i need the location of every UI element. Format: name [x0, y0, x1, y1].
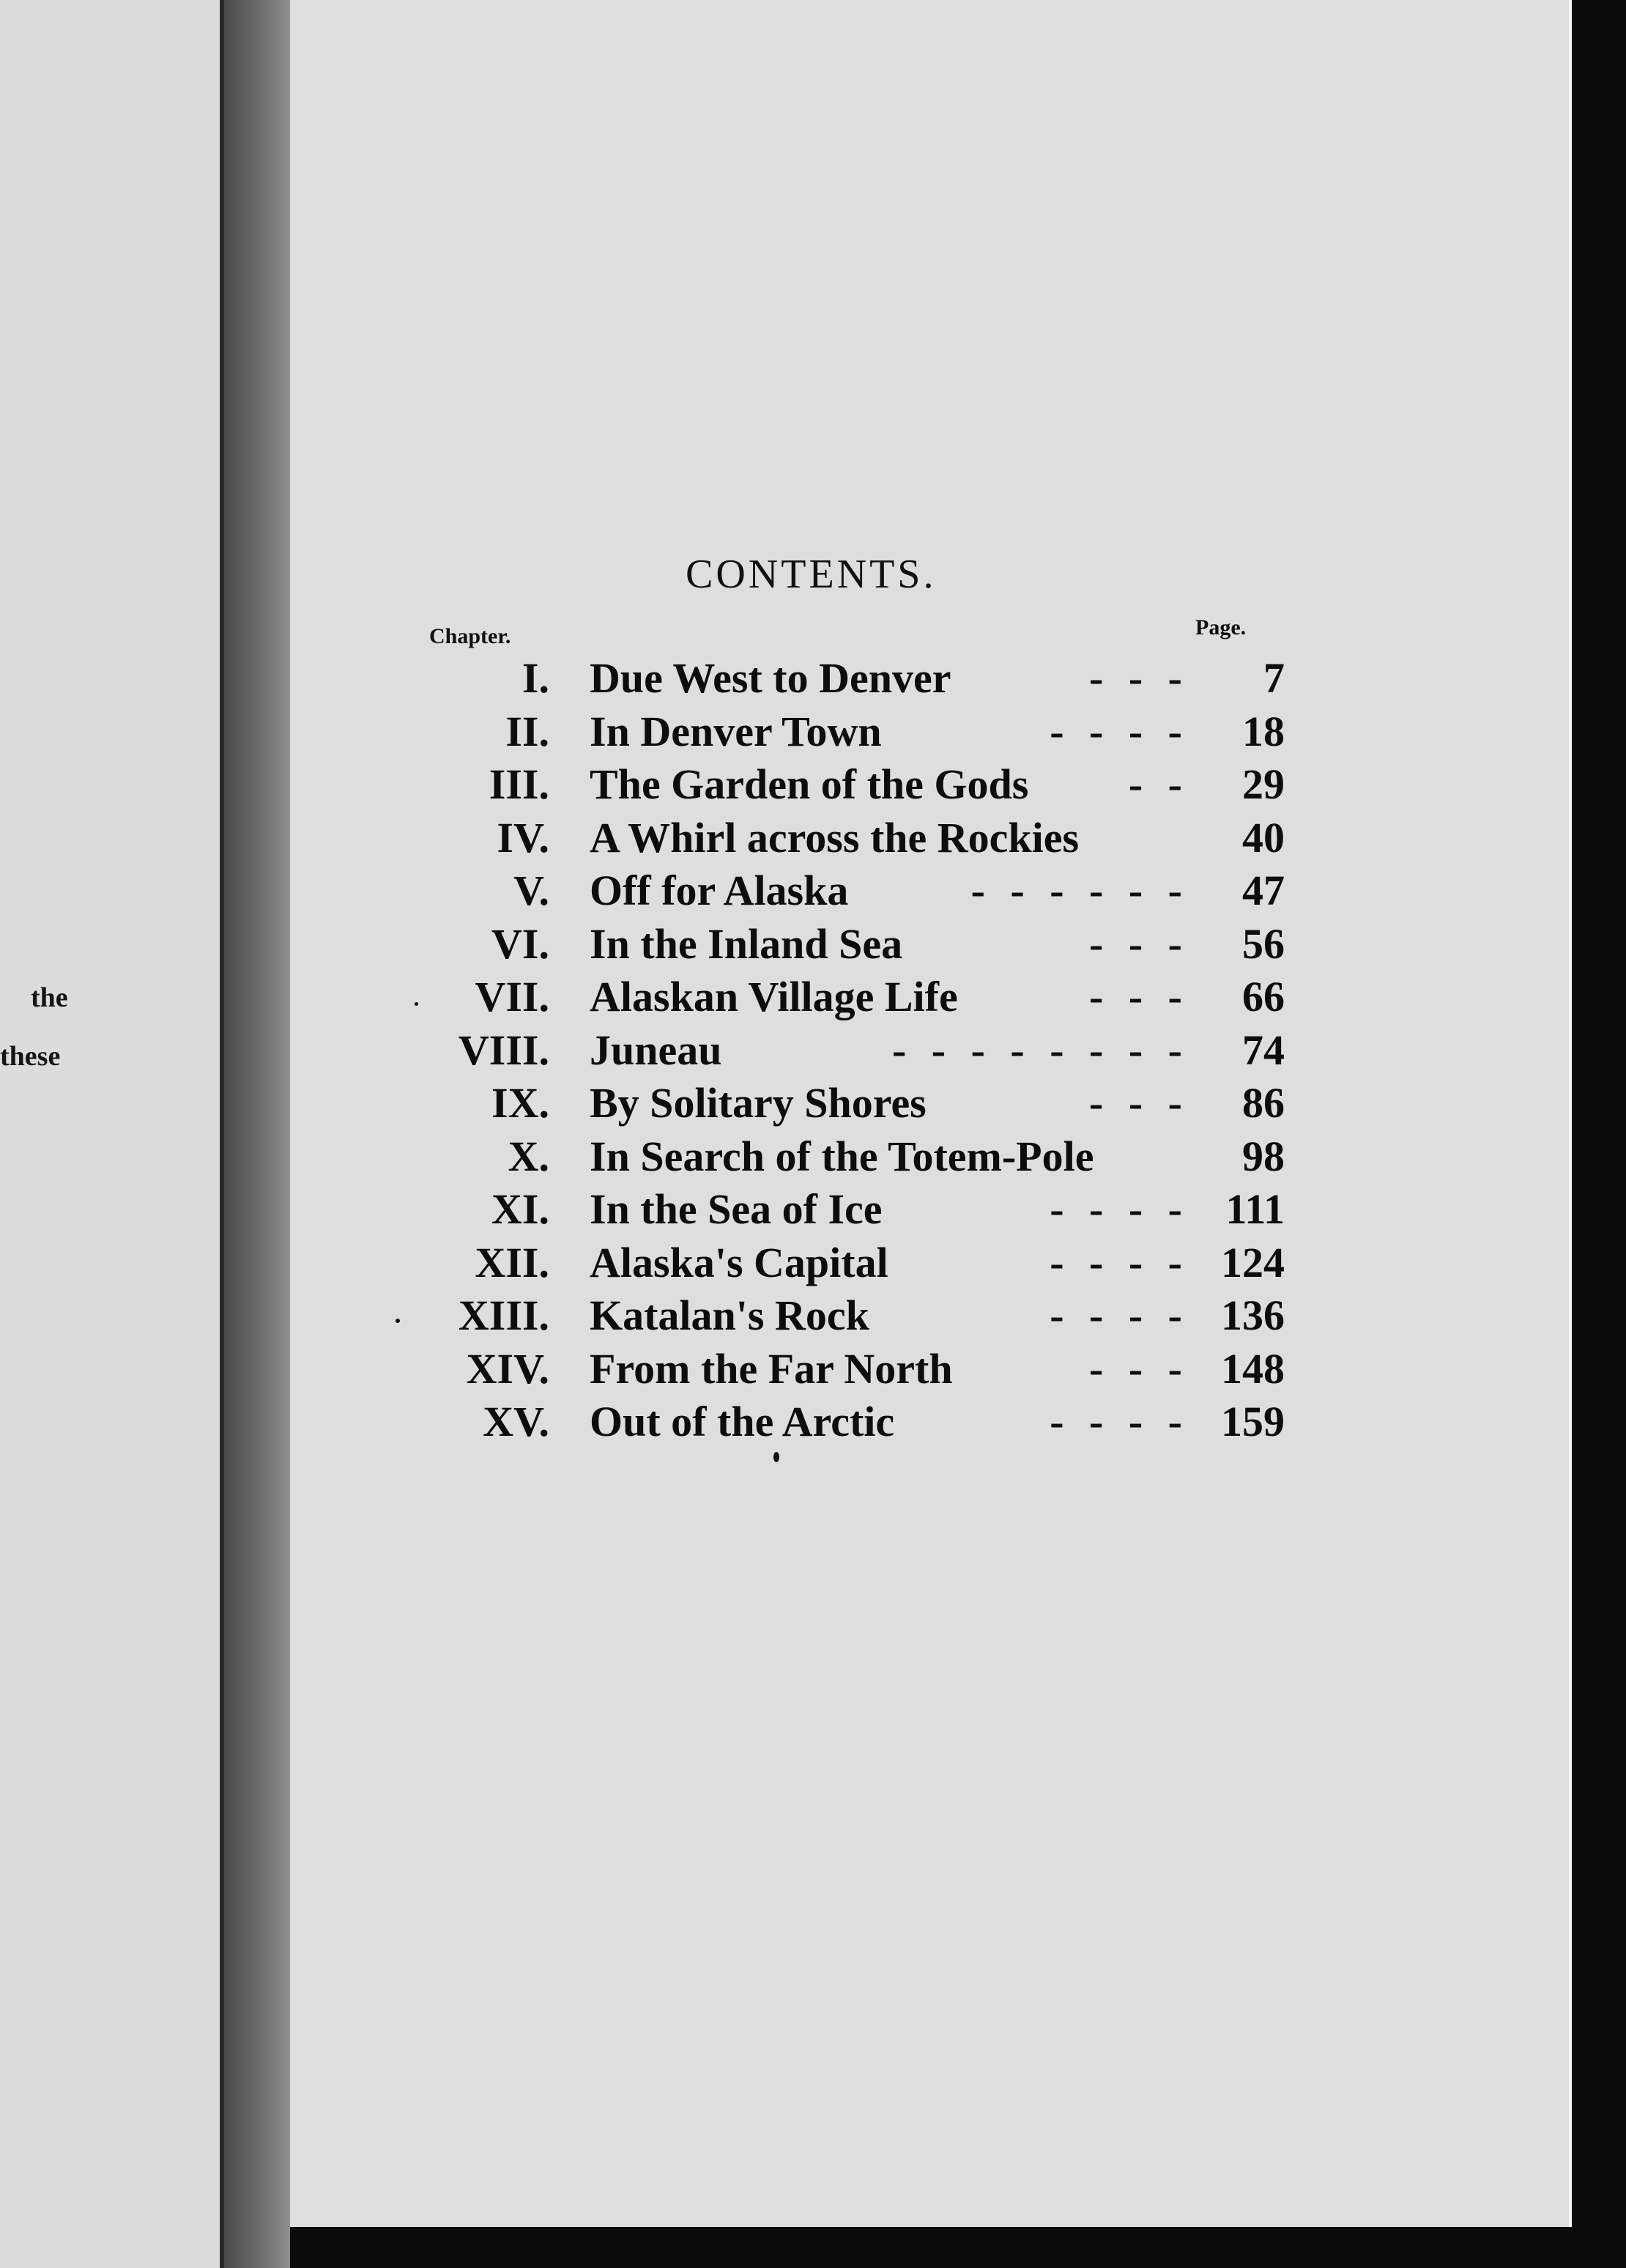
- toc-entry: [425, 866, 1285, 919]
- page-number: 66: [1242, 973, 1285, 1020]
- chapter-number: XIII.: [458, 1292, 549, 1339]
- dot-leader: - - - -: [1050, 1185, 1189, 1233]
- chapter-number: XV.: [483, 1398, 549, 1445]
- scan-border: [1572, 0, 1626, 2268]
- toc-entry: [425, 1238, 1285, 1291]
- chapter-title: In the Sea of Ice: [590, 1185, 883, 1233]
- page-number: 7: [1263, 654, 1285, 702]
- dot-leader: - - -: [1089, 1079, 1189, 1127]
- toc-entry: [425, 972, 1285, 1025]
- chapter-number: VI.: [491, 919, 549, 968]
- chapter-title: The Garden of the Gods: [590, 760, 1029, 808]
- toc-entry: [425, 1185, 1285, 1237]
- toc-entry: [425, 653, 1285, 706]
- print-speck: [415, 1002, 418, 1006]
- chapter-number: XI.: [491, 1185, 549, 1233]
- chapter-title: Off for Alaska: [590, 867, 849, 914]
- page-number: 136: [1221, 1292, 1285, 1339]
- print-speck: [396, 1319, 400, 1323]
- dot-leader: - - - -: [1050, 1398, 1189, 1445]
- chapter-number: VIII.: [458, 1026, 549, 1074]
- chapter-title: Katalan's Rock: [590, 1292, 869, 1339]
- dot-leader: - - -: [1089, 973, 1189, 1020]
- page-number: 111: [1225, 1185, 1285, 1233]
- chapter-number: XII.: [475, 1238, 549, 1286]
- page-number: 40: [1242, 813, 1285, 861]
- chapter-title: In Search of the Totem-Pole: [590, 1132, 1094, 1180]
- chapter-title: Alaska's Capital: [590, 1238, 888, 1286]
- page-number: 29: [1242, 760, 1285, 808]
- dot-leader: - - -: [1089, 919, 1189, 968]
- toc-entry: [425, 1397, 1285, 1450]
- chapter-title: In the Inland Sea: [590, 919, 903, 968]
- chapter-title: Out of the Arctic: [590, 1398, 895, 1445]
- dot-leader: - -: [1128, 760, 1189, 808]
- chapter-title: A Whirl across the Rockies: [590, 813, 1080, 861]
- chapter-title: Due West to Denver: [590, 654, 951, 702]
- chapter-title: Juneau: [590, 1026, 722, 1074]
- chapter-column-header: Chapter.: [429, 624, 511, 648]
- toc-entry: [425, 1078, 1285, 1131]
- page-number: 159: [1221, 1398, 1285, 1445]
- dot-leader: - - -: [1089, 1344, 1189, 1393]
- page-number: 56: [1242, 919, 1285, 968]
- page-column-header: Page.: [1195, 615, 1247, 640]
- toc-entry: [425, 760, 1285, 812]
- dot-leader: - - - -: [1050, 707, 1189, 755]
- chapter-title: By Solitary Shores: [590, 1079, 927, 1127]
- toc-entry: [425, 707, 1285, 760]
- page-number: 86: [1242, 1079, 1285, 1127]
- page-number: 98: [1242, 1132, 1285, 1180]
- toc-entry: [425, 919, 1285, 972]
- dot-leader: - - - - - -: [970, 867, 1189, 914]
- dot-leader: - - - - - - - -: [891, 1026, 1189, 1074]
- previous-page-text: the: [31, 982, 68, 1013]
- chapter-title: In Denver Town: [590, 707, 882, 755]
- previous-page-text: these: [0, 1041, 61, 1072]
- toc-entry: [425, 1291, 1285, 1344]
- page-number: 18: [1242, 707, 1285, 755]
- dot-leader: - - - -: [1050, 1292, 1189, 1339]
- dot-leader: - - -: [1089, 654, 1189, 702]
- print-speck: [773, 1452, 779, 1462]
- chapter-number: X.: [508, 1132, 549, 1180]
- dot-leader: - - - -: [1050, 1238, 1189, 1286]
- chapter-number: I.: [521, 654, 549, 702]
- chapter-number: XIV.: [466, 1344, 549, 1393]
- page-number: 74: [1242, 1026, 1285, 1074]
- chapter-number: VII.: [475, 973, 549, 1020]
- page-title: CONTENTS.: [686, 552, 937, 597]
- scan-border: [290, 2227, 1572, 2268]
- page-number: 124: [1221, 1238, 1285, 1286]
- page-number: 47: [1242, 867, 1285, 914]
- previous-page-fragment: [0, 0, 224, 2268]
- chapter-number: IV.: [497, 813, 549, 861]
- chapter-title: From the Far North: [590, 1344, 953, 1393]
- toc-entry: [425, 1026, 1285, 1078]
- toc-entry: [425, 1344, 1285, 1397]
- toc-entry: [425, 1132, 1285, 1185]
- chapter-number: III.: [489, 760, 549, 808]
- contents-page: [290, 0, 1572, 2227]
- chapter-number: IX.: [491, 1079, 549, 1127]
- toc-entry: [425, 813, 1285, 866]
- chapter-title: Alaskan Village Life: [590, 973, 958, 1020]
- chapter-number: II.: [505, 707, 549, 755]
- chapter-number: V.: [513, 867, 549, 914]
- book-gutter: [224, 0, 290, 2268]
- page-number: 148: [1221, 1344, 1285, 1393]
